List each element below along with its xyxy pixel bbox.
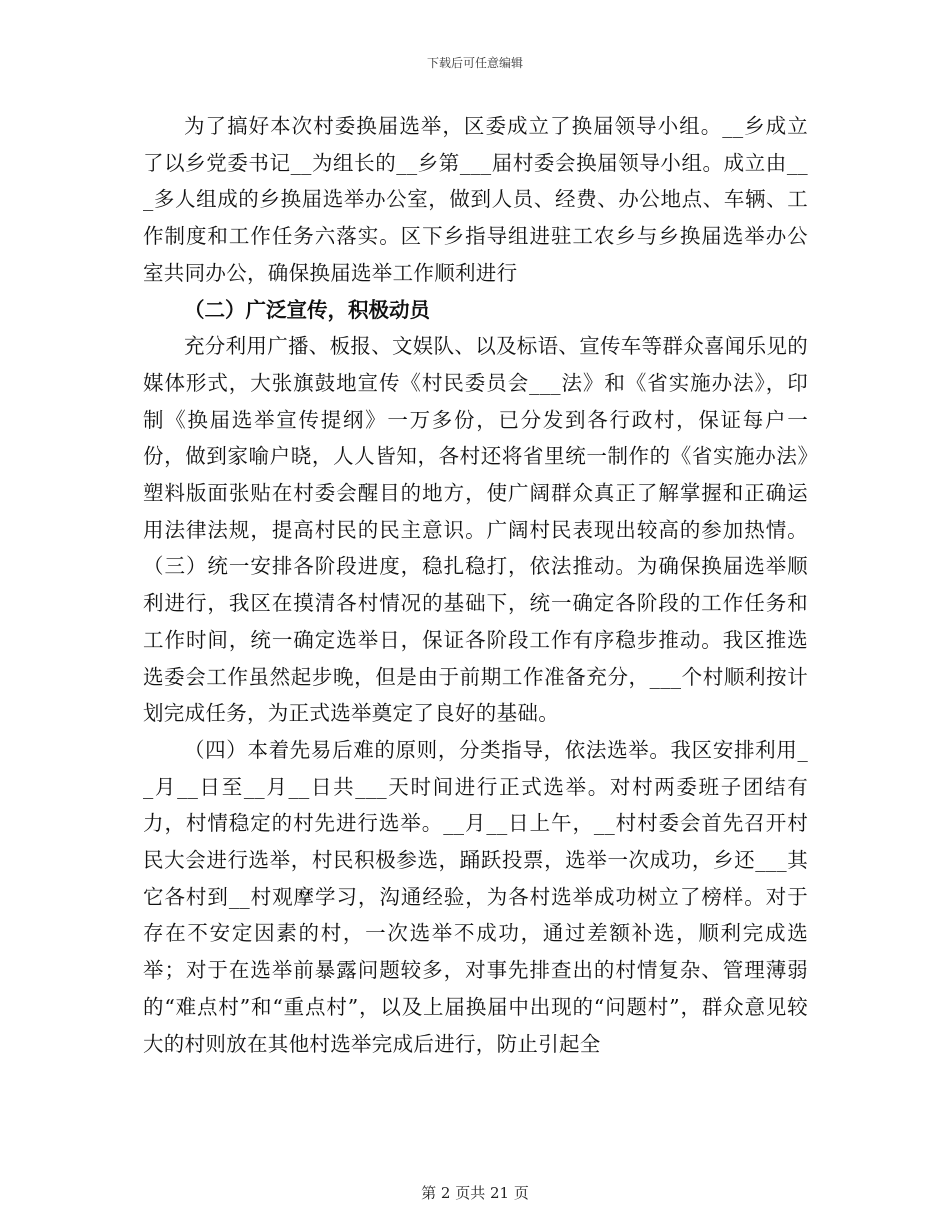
document-body bbox=[143, 108, 808, 1062]
paragraph-publicity: 充分利用广播、板报、文娱队、以及标语、宣传车等群众喜闻乐见的媒体形式，大张旗鼓地宣传《村民委员会___法》和《省实施办法》，印制《换届选举宣传提纲》一万多份，已分发到各行政村，保证每户一份，做到家喻户晓，人人皆知，各村还将省里统一制作的《省实施办法》塑料版面张贴在村委会醒目的地方，使广阔群众真正了解掌握和正确运用法律法规，提高村民的民主意识。广阔村民表现出较高的参加热情。（三）统一安排各阶段进度，稳扎稳打，依法推动。为确保换届选举顺利进行，我区在摸清各村情况的基础下，统一确定各阶段的工作任务和工作时间，统一确定选举日，保证各阶段工作有序稳步推动。我区推选选委会工作虽然起步晚，但是由于前期工作准备充分，___个村顺利按计划完成任务，为正式选举奠定了良好的基础。 bbox=[143, 334, 808, 726]
paragraph-election-guidance: （四）本着先易后难的原则，分类指导，依法选举。我区安排利用__月__日至__月__日共___天时间进行正式选举。对村两委班子团结有力，村情稳定的村先进行选举。__月__日上午，__村村委会首先召开村民大会进行选举，村民积极参选，踊跃投票，选举一次成功，乡还___其它各村到__村观摩学习，沟通经验，为各村选举成功树立了榜样。对于存在不安定因素的村，一次选举不成功，通过差额补选，顺利完成选举；对于在选举前暴露问题较多，对事先排查出的村情复杂、管理薄弱的“难点村”和“重点村”，以及上届换届中出现的“问题村”，群众意见较大的村则放在其他村选举完成后进行，防止引起全 bbox=[143, 737, 808, 1056]
section-heading-publicity: （二）广泛宣传，积极动员 bbox=[184, 297, 430, 322]
page-header: 下载后可任意编辑 bbox=[426, 56, 523, 70]
paragraph-leadership-group: 为了搞好本次村委换届选举，区委成立了换届领导小组。__乡成立了以乡党委书记__为组长的__乡第___届村委会换届领导小组。成立由___多人组成的乡换届选举办公室，做到人员、经费、办公地点、车辆、工作制度和工作任务六落实。区下乡指导组进驻工农乡与乡换届选举办公室共同办公，确保换届选举工作顺利进行 bbox=[143, 114, 808, 285]
page-number: 第 2 页共 21 页 bbox=[421, 1184, 529, 1202]
